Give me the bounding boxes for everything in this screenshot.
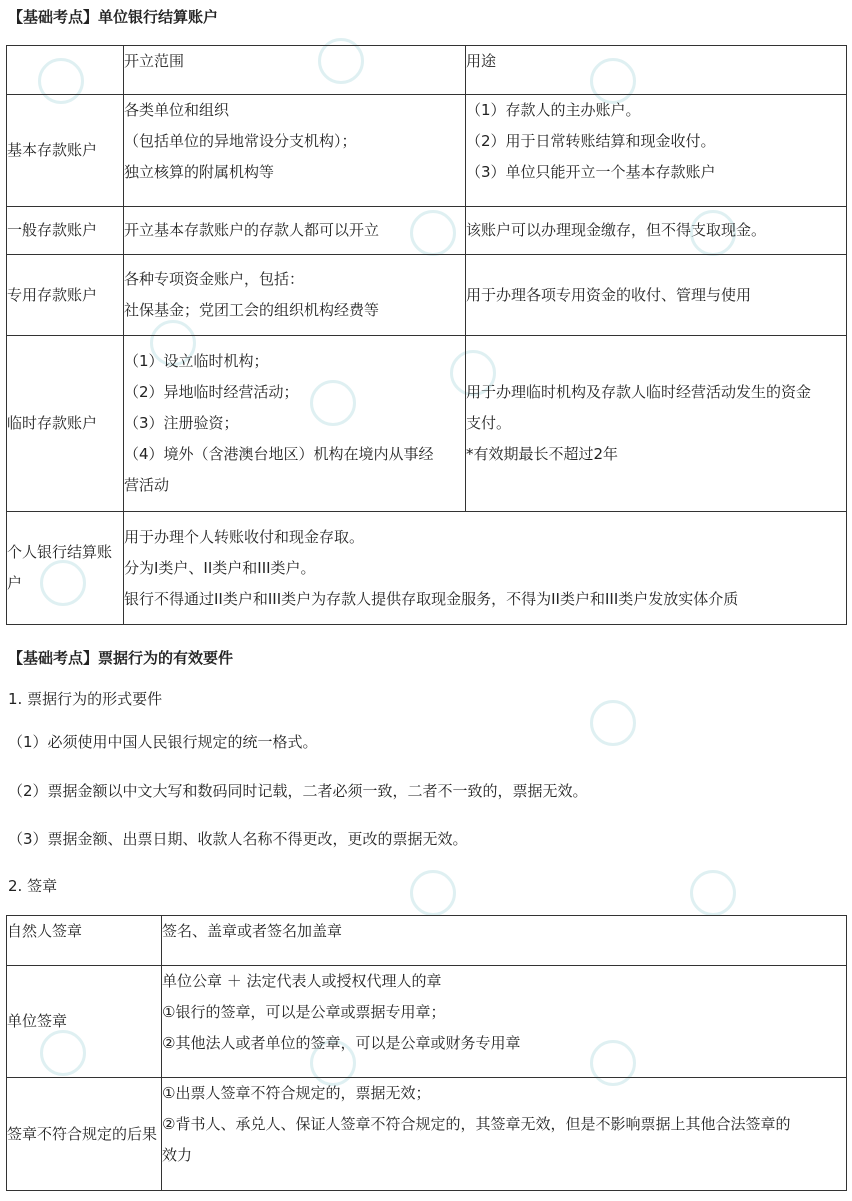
scope-cell: 各种专项资金账户，包括： 社保基金；党团工会的组织机构经费等 xyxy=(124,255,466,336)
signature-rule-cell: 单位公章 ＋ 法定代表人或授权代理人的章 ①银行的签章，可以是公章或票据专用章； ②其他法人或者单位的签章，可以是公章或财务专用章 xyxy=(162,966,847,1078)
account-type-basic: 基本存款账户 xyxy=(7,95,124,207)
table-row xyxy=(7,207,847,255)
account-type-personal: 个人银行结算账户 xyxy=(7,512,124,625)
scope-cell: （1）设立临时机构； （2）异地临时经营活动； （3）注册验资； （4）境外（含港澳台地区）机构在境内从事经 营活动 xyxy=(124,336,466,512)
account-type-special: 专用存款账户 xyxy=(7,255,124,336)
accounts-table xyxy=(6,45,847,625)
requirement-2: （2）票据金额以中文大写和数码同时记载，二者必须一致，二者不一致的，票据无效。 xyxy=(8,782,588,800)
use-cell: （1）存款人的主办账户。 （2）用于日常转账结算和现金收付。 （3）单位只能开立一个基本存款账户 xyxy=(466,95,847,207)
scope-cell: 开立基本存款账户的存款人都可以开立 xyxy=(124,207,466,255)
use-cell: 用于办理临时机构及存款人临时经营活动发生的资金 支付。 *有效期最长不超过2年 xyxy=(466,336,847,512)
signature-type-noncompliant: 签章不符合规定的后果 xyxy=(7,1078,162,1191)
table-row xyxy=(7,336,847,512)
signature-type-entity: 单位签章 xyxy=(7,966,162,1078)
table-row xyxy=(7,966,847,1078)
signature-rule-cell: ①出票人签章不符合规定的，票据无效； ②背书人、承兑人、保证人签章不符合规定的，其签章无效，但是不影响票据上其他合法签章的 效力 xyxy=(162,1078,847,1191)
requirement-1: （1）必须使用中国人民银行规定的统一格式。 xyxy=(8,733,318,751)
signature-table xyxy=(6,915,847,1191)
item-heading-signature: 2. 签章 xyxy=(8,877,58,895)
table-header-row xyxy=(7,46,847,95)
table-row xyxy=(7,916,847,966)
use-cell: 用于办理各项专用资金的收付、管理与使用 xyxy=(466,255,847,336)
account-type-general: 一般存款账户 xyxy=(7,207,124,255)
header-cell-empty xyxy=(7,46,124,95)
signature-rule-cell: 签名、盖章或者签名加盖章 xyxy=(162,916,847,966)
section-title-bill-requirements: 【基础考点】票据行为的有效要件 xyxy=(8,649,234,667)
signature-type-natural-person: 自然人签章 xyxy=(7,916,162,966)
item-heading-formal: 1. 票据行为的形式要件 xyxy=(8,690,163,708)
header-cell-use: 用途 xyxy=(466,46,847,95)
table-row xyxy=(7,95,847,207)
table-row xyxy=(7,255,847,336)
personal-account-description: 用于办理个人转账收付和现金存取。 分为I类户、II类户和III类户。 银行不得通过II类户和III类户为存款人提供存取现金服务，不得为II类户和III类户发放实体介质 xyxy=(124,512,847,625)
account-type-temporary: 临时存款账户 xyxy=(7,336,124,512)
use-cell: 该账户可以办理现金缴存，但不得支取现金。 xyxy=(466,207,847,255)
header-cell-scope: 开立范围 xyxy=(124,46,466,95)
table-row xyxy=(7,512,847,625)
requirement-3: （3）票据金额、出票日期、收款人名称不得更改，更改的票据无效。 xyxy=(8,830,468,848)
section-title-accounts: 【基础考点】单位银行结算账户 xyxy=(8,8,219,26)
table-row xyxy=(7,1078,847,1191)
scope-cell: 各类单位和组织 （包括单位的异地常设分支机构）； 独立核算的附属机构等 xyxy=(124,95,466,207)
